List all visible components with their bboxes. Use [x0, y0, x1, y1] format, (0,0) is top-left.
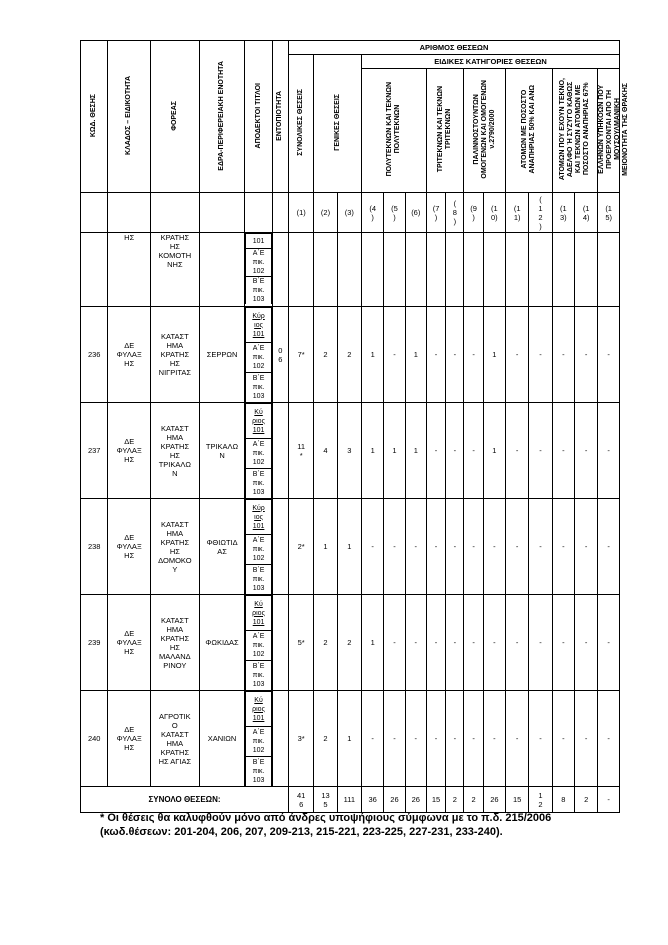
kod-cell: 239	[81, 595, 108, 691]
header-foreas: ΦΟΡΕΑΣ	[151, 41, 200, 193]
title-entry: Β΄Ε πικ. 103	[246, 565, 271, 595]
footnote-line-1: * Οι θέσεις θα καλυφθούν μόνο από άνδρες υποψήφιους σύμφωνα με το π.δ. 215/2006	[100, 812, 552, 824]
col-number: (1 1)	[506, 193, 529, 233]
col-number: (3)	[337, 193, 361, 233]
total-value: -	[598, 787, 620, 813]
value-cell: -	[464, 691, 483, 787]
total-value: 8	[552, 787, 574, 813]
value-cell: -	[483, 691, 505, 787]
header-klados: ΚΛΑΔΟΣ – ΕΙΔΙΚΟΤΗΤΑ	[108, 41, 151, 193]
title-entry: 101	[246, 234, 271, 249]
titles-cell	[245, 499, 272, 595]
value-cell: -	[426, 403, 445, 499]
total-value: 26	[483, 787, 505, 813]
value-cell: 1	[384, 403, 405, 499]
total-value: 2	[446, 787, 464, 813]
value-cell: 2	[314, 595, 337, 691]
value-cell: -	[464, 403, 483, 499]
foreas-cell: ΚΑΤΑΣΤ ΗΜΑ ΚΡΑΤΗΣ ΗΣ ΤΡΙΚΑΛΩ Ν	[151, 403, 200, 499]
footnote	[100, 811, 620, 839]
foreas-cell: ΚΑΤΑΣΤ ΗΜΑ ΚΡΑΤΗΣ ΗΣ ΜΑΛΑΝΔ ΡΙΝΟΥ	[151, 595, 200, 691]
kod-cell: 240	[81, 691, 108, 787]
foreas-cell: ΚΑΤΑΣΤ ΗΜΑ ΚΡΑΤΗΣ ΗΣ ΝΙΓΡΙΤΑΣ	[151, 307, 200, 403]
title-entry: Β΄Ε πικ. 103	[246, 661, 271, 691]
header-kod: ΚΩΔ. ΘΕΣΗΣ	[81, 41, 108, 193]
value-cell: -	[464, 595, 483, 691]
value-cell: -	[464, 499, 483, 595]
total-value: 2	[574, 787, 597, 813]
header-edra: ΕΔΡΑ-ΠΕΡΙΦΕΡΕΙΑΚΗ ΕΝΟΤΗΤΑ	[199, 41, 245, 193]
title-entry: Α΄Ε πικ. 102	[246, 249, 271, 277]
value-cell: 3*	[288, 691, 313, 787]
titles-cell	[245, 595, 272, 691]
header-ellinon-thrakis: ΕΛΛΗΝΩΝ ΥΠΗΚΟΩΝ ΠΟΥ ΠΡΟΕΡΧΟΝΤΑΙ ΑΠΟ ΤΗ ΜΟΥΣΟΥΛΜΑΝΙΚΗ ΜΕΙΟΝΟΤΗΤΑ ΤΗΣ ΘΡΑΚΗΣ	[598, 69, 620, 193]
value-cell: 1	[337, 691, 361, 787]
value-cell: 1	[362, 307, 384, 403]
value-cell: -	[426, 307, 445, 403]
total-value: 36	[362, 787, 384, 813]
klados-cell: ΔΕ ΦΥΛΑΞ ΗΣ	[108, 307, 151, 403]
title-entry: Κύρ ιος 101	[246, 500, 271, 535]
value-cell: 1	[483, 307, 505, 403]
value-cell: 3	[337, 403, 361, 499]
edra-cell: ΧΑΝΙΩΝ	[199, 691, 245, 787]
col-number: (1)	[288, 193, 313, 233]
value-cell: -	[384, 307, 405, 403]
col-number: (6)	[405, 193, 426, 233]
value-cell: -	[598, 307, 620, 403]
title-entry: Β΄Ε πικ. 103	[246, 469, 271, 499]
value-cell: 1	[362, 403, 384, 499]
col-number: ( 1 2 )	[529, 193, 552, 233]
title-entry: Β΄Ε πικ. 103	[246, 373, 271, 403]
col-number: ( 8 )	[446, 193, 464, 233]
titles-cell	[245, 691, 272, 787]
entopiotita-cell	[272, 691, 288, 787]
value-cell: 11 *	[288, 403, 313, 499]
title-entry: Α΄Ε πικ. 102	[246, 535, 271, 565]
title-entry: Κύ ριος 101	[246, 404, 271, 439]
value-cell: -	[405, 499, 426, 595]
value-cell: -	[446, 403, 464, 499]
value-cell: -	[362, 499, 384, 595]
value-cell: -	[552, 307, 574, 403]
value-cell: -	[552, 595, 574, 691]
value-cell: 1	[483, 403, 505, 499]
value-cell: -	[426, 691, 445, 787]
value-cell: -	[598, 499, 620, 595]
value-cell: 4	[314, 403, 337, 499]
header-synolikes: ΣΥΝΟΛΙΚΕΣ ΘΕΣΕΙΣ	[288, 55, 313, 193]
title-entry: Κύ ριος 101	[246, 692, 271, 727]
total-value: 26	[384, 787, 405, 813]
edra-cell: ΣΕΡΡΩΝ	[199, 307, 245, 403]
value-cell: -	[446, 595, 464, 691]
header-polyteknon: ΠΟΛΥΤΕΚΝΩΝ ΚΑΙ ΤΕΚΝΩΝ ΠΟΛΥΤΕΚΝΩΝ	[362, 69, 427, 193]
col-number: (1 5)	[598, 193, 620, 233]
value-cell: 2	[314, 307, 337, 403]
header-arithmos: ΑΡΙΘΜΟΣ ΘΕΣΕΩΝ	[288, 41, 619, 55]
title-entry: Α΄Ε πικ. 102	[246, 631, 271, 661]
total-value: 26	[405, 787, 426, 813]
title-entry: Β΄Ε πικ. 103	[246, 757, 271, 787]
col-number: (2)	[314, 193, 337, 233]
value-cell: -	[598, 595, 620, 691]
value-cell: -	[446, 499, 464, 595]
total-value: 15	[426, 787, 445, 813]
kod-cell: 237	[81, 403, 108, 499]
value-cell: -	[506, 595, 529, 691]
value-cell: -	[506, 499, 529, 595]
foreas-cell: ΑΓΡΟΤΙΚ Ο ΚΑΤΑΣΤ ΗΜΑ ΚΡΑΤΗΣ ΗΣ ΑΓΙΑΣ	[151, 691, 200, 787]
value-cell: -	[529, 691, 552, 787]
value-cell: -	[405, 691, 426, 787]
klados-cell: ΔΕ ΦΥΛΑΞ ΗΣ	[108, 691, 151, 787]
footnote-line-2: (κωδ.θέσεων: 201-204, 206, 207, 209-213, 215-221, 223-225, 227-231, 233-240).	[100, 826, 503, 838]
titles-cell	[245, 307, 272, 403]
col-number: (9 )	[464, 193, 483, 233]
col-number: (1 4)	[574, 193, 597, 233]
header-entopiotita: ΕΝΤΟΠΙΟΤΗΤΑ	[272, 41, 288, 193]
edra-cell: ΤΡΙΚΑΛΩ Ν	[199, 403, 245, 499]
value-cell: 1	[405, 403, 426, 499]
value-cell: -	[506, 691, 529, 787]
header-titloi: ΑΠΟΔΕΚΤΟΙ ΤΙΤΛΟΙ	[245, 41, 272, 193]
klados-cell: ΔΕ ΦΥΛΑΞ ΗΣ	[108, 499, 151, 595]
titles-cell	[245, 403, 272, 499]
total-value: 2	[464, 787, 483, 813]
edra-cell: ΦΩΚΙΔΑΣ	[199, 595, 245, 691]
value-cell: -	[529, 499, 552, 595]
total-value: 13 5	[314, 787, 337, 813]
title-entry: Α΄Ε πικ. 102	[246, 727, 271, 757]
value-cell: -	[506, 307, 529, 403]
header-eidikes: ΕΙΔΙΚΕΣ ΚΑΤΗΓΟΡΙΕΣ ΘΕΣΕΩΝ	[362, 55, 620, 69]
total-value: 1 2	[529, 787, 552, 813]
title-entry: Κύρ ιος 101	[246, 308, 271, 343]
foreas-cell: ΚΑΤΑΣΤ ΗΜΑ ΚΡΑΤΗΣ ΗΣ ΔΟΜΟΚΟ Υ	[151, 499, 200, 595]
total-label: ΣΥΝΟΛΟ ΘΕΣΕΩΝ:	[81, 787, 289, 813]
value-cell: 1	[337, 499, 361, 595]
edra-cell: ΦΘΙΩΤΙΔ ΑΣ	[199, 499, 245, 595]
col-number: (5 )	[384, 193, 405, 233]
value-cell: 5*	[288, 595, 313, 691]
value-cell: -	[362, 691, 384, 787]
table-row	[81, 595, 620, 691]
value-cell: -	[574, 307, 597, 403]
col-number: (4 )	[362, 193, 384, 233]
value-cell: 2	[337, 307, 361, 403]
title-entry: Α΄Ε πικ. 102	[246, 343, 271, 373]
klados-cell: ΔΕ ΦΥΛΑΞ ΗΣ	[108, 595, 151, 691]
value-cell: -	[552, 691, 574, 787]
header-triteknon: ΤΡΙΤΕΚΝΩΝ ΚΑΙ ΤΕΚΝΩΝ ΤΡΙΤΕΚΝΩΝ	[426, 69, 464, 193]
value-cell: -	[529, 595, 552, 691]
kod-cell: 236	[81, 307, 108, 403]
col-number: (1 0)	[483, 193, 505, 233]
value-cell: -	[529, 307, 552, 403]
value-cell: -	[598, 403, 620, 499]
total-value: 41 6	[288, 787, 313, 813]
value-cell: 2*	[288, 499, 313, 595]
header-atoma-me-tekno: ΑΤΟΜΩΝ ΠΟΥ ΕΧΟΥΝ ΤΕΚΝΟ, ΑΔΕΛΦΟ Ή ΣΥΖΥΓΟ ΚΑΘΩΣ ΚΑΙ ΤΕΚΝΩΝ ΑΤΟΜΩΝ ΜΕ ΠΟΣΟΣΤΟ ΑΝΑΠΗΡΙΑΣ 67%	[552, 69, 598, 193]
value-cell: -	[464, 307, 483, 403]
value-cell: 1	[405, 307, 426, 403]
entopiotita-cell	[272, 499, 288, 595]
value-cell: -	[529, 403, 552, 499]
value-cell: -	[552, 403, 574, 499]
value-cell: 1	[314, 499, 337, 595]
header-palinnostounton: ΠΑΛΙΝΝΟΣΤΟΥΝΤΩΝ ΟΜΟΓΕΝΩΝ ΚΑΙ ΟΜΟΓΕΝΩΝ ν.2790/2000	[464, 69, 506, 193]
value-cell: 7*	[288, 307, 313, 403]
klados-cell: ΗΣ	[108, 233, 151, 307]
value-cell: -	[506, 403, 529, 499]
table-row	[81, 307, 620, 403]
value-cell: -	[552, 499, 574, 595]
total-value: 111	[337, 787, 361, 813]
value-cell: -	[405, 595, 426, 691]
table-row	[81, 499, 620, 595]
klados-cell: ΔΕ ΦΥΛΑΞ ΗΣ	[108, 403, 151, 499]
table-row	[81, 403, 620, 499]
column-number-row	[81, 193, 620, 233]
table-row	[81, 691, 620, 787]
value-cell: -	[598, 691, 620, 787]
value-cell: -	[574, 499, 597, 595]
value-cell: 2	[337, 595, 361, 691]
total-value: 15	[506, 787, 529, 813]
col-number: (7 )	[426, 193, 445, 233]
value-cell: -	[384, 691, 405, 787]
value-cell: -	[446, 691, 464, 787]
value-cell: -	[426, 595, 445, 691]
value-cell: -	[384, 595, 405, 691]
entopiotita-cell	[272, 595, 288, 691]
value-cell: -	[483, 499, 505, 595]
value-cell: -	[426, 499, 445, 595]
kod-cell: 238	[81, 499, 108, 595]
value-cell: -	[446, 307, 464, 403]
title-entry: Β΄Ε πικ. 103	[246, 277, 271, 305]
value-cell: 1	[362, 595, 384, 691]
title-entry: Κύ ριος 101	[246, 596, 271, 631]
foreas-cell: ΚΡΑΤΗΣ ΗΣ ΚΟΜΟΤΗ ΝΗΣ	[151, 233, 200, 307]
value-cell: -	[574, 691, 597, 787]
header-amea: ΑΤΟΜΩΝ ΜΕ ΠΟΣΟΣΤΟ ΑΝΑΠΗΡΙΑΣ 50% ΚΑΙ ΑΝΩ	[506, 69, 553, 193]
value-cell: -	[574, 595, 597, 691]
value-cell: -	[384, 499, 405, 595]
value-cell: 2	[314, 691, 337, 787]
col-number: (1 3)	[552, 193, 574, 233]
header-genikes: ΓΕΝΙΚΕΣ ΘΕΣΕΙΣ	[314, 55, 362, 193]
table-row-partial	[81, 233, 620, 307]
titles-cell	[245, 233, 272, 307]
positions-table	[80, 40, 630, 813]
entopiotita-cell	[272, 403, 288, 499]
value-cell: -	[483, 595, 505, 691]
total-row	[81, 787, 620, 813]
value-cell: -	[574, 403, 597, 499]
title-entry: Α΄Ε πικ. 102	[246, 439, 271, 469]
entopiotita-cell: 0 6	[272, 307, 288, 403]
